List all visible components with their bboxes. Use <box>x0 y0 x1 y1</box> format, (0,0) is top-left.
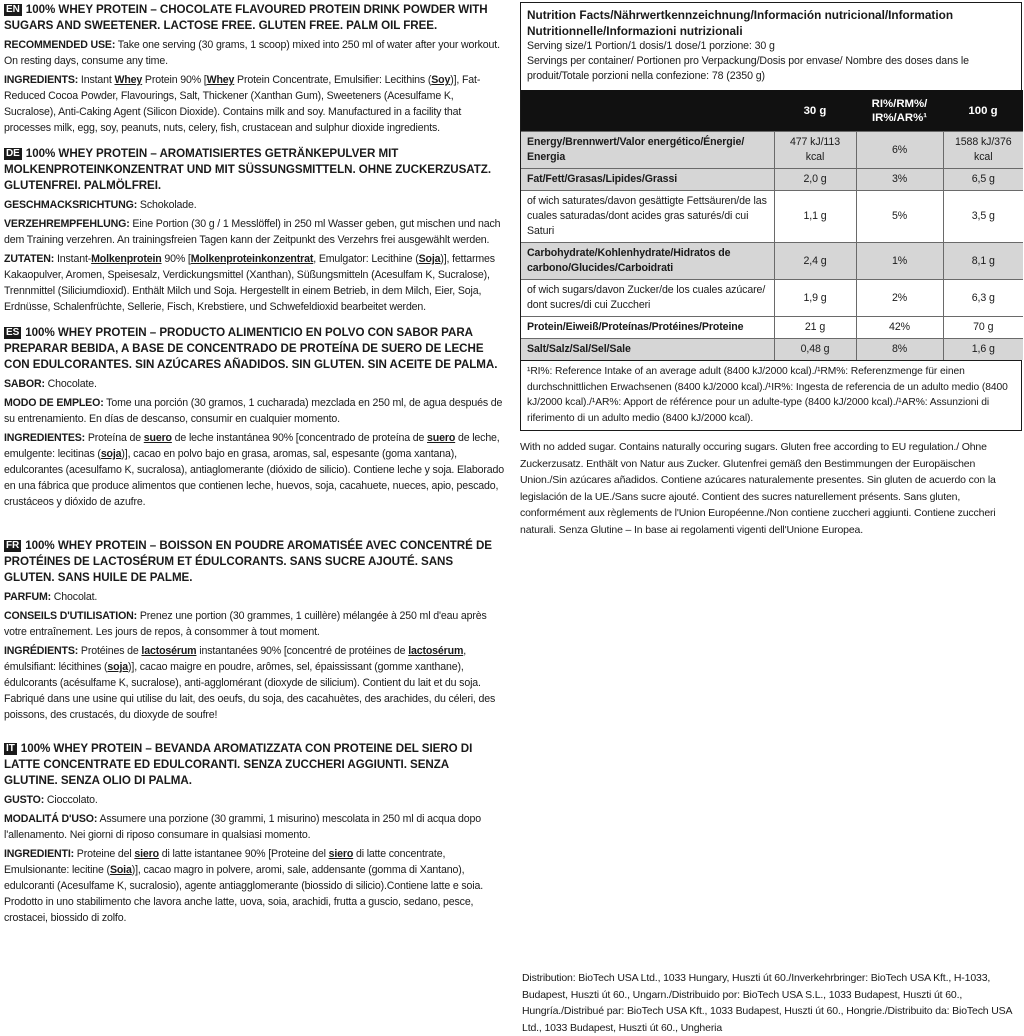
paragraph-text: Prenez une portion (30 grammes, 1 cuillère) mélangée à 250 ml d'eau après votre entraînement. Les jours de repos, à consommer à tout moment. <box>4 610 487 638</box>
serving-size: Serving size/1 Portion/1 dosis/1 dose/1 porzione: 30 g <box>527 40 775 52</box>
paragraph-label: ZUTATEN: <box>4 253 55 265</box>
value-100g: 6,5 g <box>943 169 1023 191</box>
distribution-info: Distribution: BioTech USA Ltd., 1033 Hungary, Huszti út 60./Inverkehrbringer: BioTech USA Kft., H-1033, Budapest, Huszti út 60., Ungarn./Distribuido por: BioTech USA S.L., 1033 Budapest, Huszti út 60., Hungría./Distribué par: BioTech USA Kft., 1033 Budapest, Huszti út 60., Hongrie./Distribuito da: BioTech USA Ltd., 1033 Budapest, Huszti út 60., Ungheria <box>522 972 1012 1034</box>
nutrient-label: Salt/Salz/Sal/Sel/Sale <box>521 339 774 361</box>
paragraph <box>4 197 504 213</box>
allergen-text: Soja <box>418 253 441 265</box>
paragraph-label: GESCHMACKSRICHTUNG: <box>4 199 138 211</box>
value-ri: 3% <box>856 169 943 191</box>
paragraph <box>4 216 504 248</box>
paragraph-label: INGREDIENTS: <box>4 74 79 86</box>
paragraph-label: CONSEILS D'UTILISATION: <box>4 610 138 622</box>
paragraph <box>4 643 504 723</box>
value-ri: 42% <box>856 317 943 339</box>
paragraph <box>4 376 504 392</box>
paragraph <box>4 395 504 427</box>
value-30g: 1,9 g <box>774 280 856 317</box>
section-es <box>4 325 504 510</box>
section-title-text: 100% WHEY PROTEIN – AROMATISIERTES GETRÄNKEPULVER MIT MOLKENPROTEINKONZENTRAT UND MIT SÜSSUNGSMITTELN. OHNE ZUCKERZUSATZ. GLUTENFREI. PALMÖLFREI. <box>4 147 492 192</box>
value-ri: 6% <box>856 132 943 169</box>
paragraph-label: VERZEHREMPFEHLUNG: <box>4 218 130 230</box>
nutrition-header <box>521 3 1021 90</box>
nutrition-column <box>520 2 1022 538</box>
paragraph-label: SABOR: <box>4 378 45 390</box>
nutrition-table <box>521 90 1023 360</box>
nutrition-row <box>521 132 1023 169</box>
allergen-text: Molkenproteinkonzentrat <box>190 253 314 265</box>
col-header-ri: RI%/RM%/ IR%/AR%¹ <box>856 90 943 132</box>
paragraph <box>4 608 504 640</box>
allergen-text: Whey <box>114 74 143 86</box>
value-30g: 2,0 g <box>774 169 856 191</box>
section-en <box>4 2 504 136</box>
paragraph-label: MODO DE EMPLEO: <box>4 397 104 409</box>
section-fr <box>4 538 504 723</box>
value-30g: 0,48 g <box>774 339 856 361</box>
paragraph-text: )], cacao maigre en poudre, arômes, sel, épaississant (gomme xanthane), édulcorants (acésulfame K, sucralose), anti-agglomérant (dioxyde de silicium). Contient du lait et du soja. Fabriqué dans une usine qui utilise du lait, des oeufs, du soja, des cacahuètes, des arachides, du céleri, des poissons, des crustacés, du dioxyde de soufre! <box>4 661 496 721</box>
nutrient-label: of wich sugars/davon Zucker/de los cuales azúcare/ dont sucres/di cui Zuccheri <box>521 280 774 317</box>
paragraph-text: Instant- <box>54 253 92 265</box>
paragraph <box>4 811 504 843</box>
section-title-text: 100% WHEY PROTEIN – BOISSON EN POUDRE AROMATISÉE AVEC CONCENTRÉ DE PROTÉINES DE LACTOSÉRUM ET ÉDULCORANTS. SANS SUCRE AJOUTÉ. SANS GLUTEN. SANS HUILE DE PALME. <box>4 539 492 584</box>
ri-footnote: ¹RI%: Reference Intake of an average adult (8400 kJ/2000 kcal)./¹RM%: Referenzmenge für einen durchschnittlichen Erwachsenen (8400 kJ/2000 kcal)./¹IR%: Ingesta de referencia de un adulto medio (8400 kJ/2000 kcal)./¹AR%: Apport de référence pour un adulte-type (8400 kJ/2000 kcal)./¹AR%: Assunzioni di riferimento di un adulto medio (8400 kJ/2000 kcal). <box>521 360 1021 430</box>
allergen-text: soja <box>100 448 122 460</box>
paragraph-label: RECOMMENDED USE: <box>4 39 116 51</box>
paragraph-text: Take one serving (30 grams, 1 scoop) mixed into 250 ml of water after your workout. On resting days, consume any time. <box>4 39 500 67</box>
paragraph-text: Cioccolato. <box>44 794 98 806</box>
nutrition-facts-box <box>520 2 1022 431</box>
allergen-text: suero <box>143 432 172 444</box>
allergen-text: siero <box>134 848 159 860</box>
value-100g: 3,5 g <box>943 191 1023 243</box>
paragraph <box>4 430 504 510</box>
paragraph <box>4 846 504 926</box>
nutrition-row <box>521 317 1023 339</box>
value-ri: 2% <box>856 280 943 317</box>
paragraph-text: , Emulgator: Lecithine ( <box>313 253 419 265</box>
paragraph-label: GUSTO: <box>4 794 45 806</box>
language-badge: ES <box>6 327 20 338</box>
allergen-text: lactosérum <box>408 645 464 657</box>
no-added-sugar-note: With no added sugar. Contains naturally occuring sugars. Gluten free according to EU regulation./ Ohne Zuckerzusatz. Enthält von Natur aus Zucker. Glutenfrei gemäß den Bestimmungen der Europäischen Union./Sin azúcares añadidos. Contiene azúcares naturalemente presentes. Sin gluten de acuerdo con la legislación de la UE./Sans sucre ajouté. Contient des sucres naturellement présents. Sans gluten, conformément aux règlements de l'Union Européenne./Non contiene zuccheri aggiunti. Contiene zuccheri naturali. Senza Glutine – In base ai regolamenti vigenti dell'Unione Europea. <box>520 441 996 536</box>
paragraph-text: Chocolat. <box>51 591 98 603</box>
product-text-column <box>4 2 504 929</box>
paragraph-text: , émulsifiant: lécithines ( <box>4 645 467 673</box>
section-title <box>4 2 504 34</box>
paragraph-text: Assumere una porzione (30 grammi, 1 misurino) mescolata in 250 ml di acqua dopo l'allenamento. Nei giorni di riposo consumare in qualsiasi momento. <box>4 813 481 841</box>
value-100g: 1,6 g <box>943 339 1023 361</box>
language-badge: FR <box>6 540 20 551</box>
value-30g: 477 kJ/113 kcal <box>774 132 856 169</box>
col-header-100g: 100 g <box>943 90 1023 132</box>
nutrient-label: Protein/Eiweiß/Proteínas/Protéines/Proteine <box>521 317 774 339</box>
nutrient-label: of wich saturates/davon gesättigte Fettsäuren/de las cuales saturadas/dont acides gras saturés/di cui Saturi <box>521 191 774 243</box>
paragraph-text: di latte concentrate, Emulsionante: lecitine ( <box>4 848 446 876</box>
value-100g: 8,1 g <box>943 243 1023 280</box>
nutrition-title-line2: Nutritionnelle/Informazioni nutrizionali <box>527 24 743 38</box>
paragraph-text: Tome una porción (30 gramos, 1 cucharada) mezclada en 250 ml, de agua después de su entrenamiento. En días de descanso, consumir en cualquier momento. <box>4 397 503 425</box>
language-badge: DE <box>6 148 20 159</box>
allergen-text: Soia <box>109 864 132 876</box>
paragraph-text: Chocolate. <box>44 378 97 390</box>
nutrition-row <box>521 243 1023 280</box>
paragraph-text: )], fettarmes Kakaopulver, Aromen, Speisesalz, Verdickungsmittel (Xanthan), Süßungsmitteln (Acesulfam K, Sucralose), Trennmittel (Siliciumdioxid). Enthält Milch und Soja. Hergestellt in einem Betrieb, in dem Milch, Eier, Soja, Erdnüsse, Schalenfrüchte, Sellerie, Fisch, Krebstiere, und Schwefeldioxid bearbeitet werden. <box>4 253 495 313</box>
paragraph-label: MODALITÁ D'USO: <box>4 813 98 825</box>
nutrition-table-header <box>521 90 1023 132</box>
paragraph-text: Protéines de <box>78 645 142 657</box>
section-title <box>4 741 504 789</box>
paragraph-text: Proteína de <box>85 432 144 444</box>
section-title <box>4 538 504 586</box>
allergen-text: Molkenprotein <box>91 253 162 265</box>
value-100g: 70 g <box>943 317 1023 339</box>
allergen-text: suero <box>427 432 456 444</box>
nutrition-title-line1: Nutrition Facts/Nährwertkennzeichnung/Información nutricional/Information <box>527 8 954 22</box>
paragraph-text: de leche instantánea 90% [concentrado de proteína de <box>171 432 428 444</box>
paragraph <box>4 792 504 808</box>
section-de <box>4 146 504 315</box>
paragraph-text: de leche, emulgente: lecitinas ( <box>4 432 500 460</box>
nutrient-label: Energy/Brennwert/Valor energético/Énergie/ Energia <box>521 132 774 169</box>
allergen-text: lactosérum <box>141 645 197 657</box>
paragraph-text: Protein 90% [ <box>142 74 207 86</box>
paragraph-text: 90% [ <box>161 253 191 265</box>
allergen-text: soja <box>107 661 129 673</box>
paragraph-text: di latte istantanee 90% [Proteine del <box>158 848 329 860</box>
paragraph-text: )], Fat-Reduced Cocoa Powder, Flavourings, Salt, Thickener (Xanthan Gum), Sweeteners (Acesulfame K, Sucralose), Anti-Caking Agent (Silicon Dioxide). Contains milk and soy. Manufactured in a facility that processes milk, egg, soy, peanuts, nuts, celery, fish, crustacean and sulphur dioxide ingredients. <box>4 74 481 134</box>
paragraph <box>4 251 504 315</box>
paragraph-label: INGREDIENTES: <box>4 432 86 444</box>
value-30g: 2,4 g <box>774 243 856 280</box>
paragraph-text: instantanées 90% [concentré de protéines de <box>196 645 409 657</box>
nutrition-row <box>521 169 1023 191</box>
allergen-text: Whey <box>206 74 235 86</box>
paragraph-text: )], cacao en polvo bajo en grasa, aromas, sal, espesante (goma xantana), edulcorantes (acesulfamo K, sucralosa), antiaglomerante (dióxido de silicio). Contiene leche y soja. Elaborado en una fábrica que produce alimentos que contienen leche, huevos, soja, cacahuete, nueces, apio, pescado, crustáceos y dióxido de azufre. <box>4 448 504 508</box>
paragraph-text: Protein Concentrate, Emulsifier: Lecithins ( <box>234 74 432 86</box>
col-header-30g: 30 g <box>774 90 856 132</box>
value-100g: 6,3 g <box>943 280 1023 317</box>
value-30g: 21 g <box>774 317 856 339</box>
paragraph-label: PARFUM: <box>4 591 52 603</box>
language-badge: EN <box>6 4 20 15</box>
value-ri: 1% <box>856 243 943 280</box>
paragraph-label: INGREDIENTI: <box>4 848 75 860</box>
allergen-text: Soy <box>431 74 451 86</box>
paragraph <box>4 589 504 605</box>
nutrient-label: Fat/Fett/Grasas/Lipides/Grassi <box>521 169 774 191</box>
nutrition-row <box>521 191 1023 243</box>
section-title <box>4 146 504 194</box>
value-30g: 1,1 g <box>774 191 856 243</box>
paragraph-text: )], cacao magro in polvere, aromi, sale, addensante (gomma di Xantano), edulcoranti (Acesulfame K, sucralosio), agente antiagglomerante (biossido di silicio).Contiene latte e soia. Prodotto in uno stabilimento che lavora anche latte, uova, soia, arachidi, frutta a guscio, sedano, pesce, crostacei, biossido di zolfo. <box>4 864 484 924</box>
section-it <box>4 741 504 926</box>
section-title-text: 100% WHEY PROTEIN – CHOCOLATE FLAVOURED PROTEIN DRINK POWDER WITH SUGARS AND SWEETENER. LACTOSE FREE. GLUTEN FREE. PALM OIL FREE. <box>4 3 488 32</box>
col-header-label <box>521 90 774 132</box>
value-ri: 5% <box>856 191 943 243</box>
paragraph-label: INGRÉDIENTS: <box>4 645 79 657</box>
allergen-text: siero <box>328 848 354 860</box>
section-title-text: 100% WHEY PROTEIN – PRODUCTO ALIMENTICIO EN POLVO CON SABOR PARA PREPARAR BEBIDA, A BASE DE CONCENTRADO DE PROTEÍNA DE SUERO DE LECHE CON EDULCORANTES. SIN AZÚCARES AÑADIDOS. SIN GLUTEN. SIN ACEITE DE PALMA. <box>4 326 498 371</box>
value-100g: 1588 kJ/376 kcal <box>943 132 1023 169</box>
language-badge: IT <box>6 743 15 754</box>
paragraph-text: Schokolade. <box>137 199 197 211</box>
nutrition-rows <box>521 132 1023 361</box>
nutrition-row <box>521 280 1023 317</box>
paragraph-text: Instant <box>78 74 115 86</box>
paragraph <box>4 37 504 69</box>
language-sections <box>4 2 504 926</box>
paragraph-text: Proteine del <box>74 848 135 860</box>
nutrition-row <box>521 339 1023 361</box>
nutrient-label: Carbohydrate/Kohlenhydrate/Hidratos de carbono/Glucides/Carboidrati <box>521 243 774 280</box>
paragraph <box>4 72 504 136</box>
section-title-text: 100% WHEY PROTEIN – BEVANDA AROMATIZZATA CON PROTEINE DEL SIERO DI LATTE CONCENTRATE ED EDULCORANTI. SENZA ZUCCHERI AGGIUNTI. SENZA GLUTINE. SENZA OLIO DI PALMA. <box>4 742 473 787</box>
servings-per-container: Servings per container/ Portionen pro Verpackung/Dosis por envase/ Nombre des doses dans le produit/Totale porzioni nella confezione: 78 (2350 g) <box>527 55 969 82</box>
value-ri: 8% <box>856 339 943 361</box>
section-title <box>4 325 504 373</box>
paragraph-text: Eine Portion (30 g / 1 Messlöffel) in 250 ml Wasser geben, gut mischen und nach dem Training verzehren. An trainingsfreien Tagen kann der Zeitpunkt des Verzehrs frei ausgewählt werden. <box>4 218 501 246</box>
